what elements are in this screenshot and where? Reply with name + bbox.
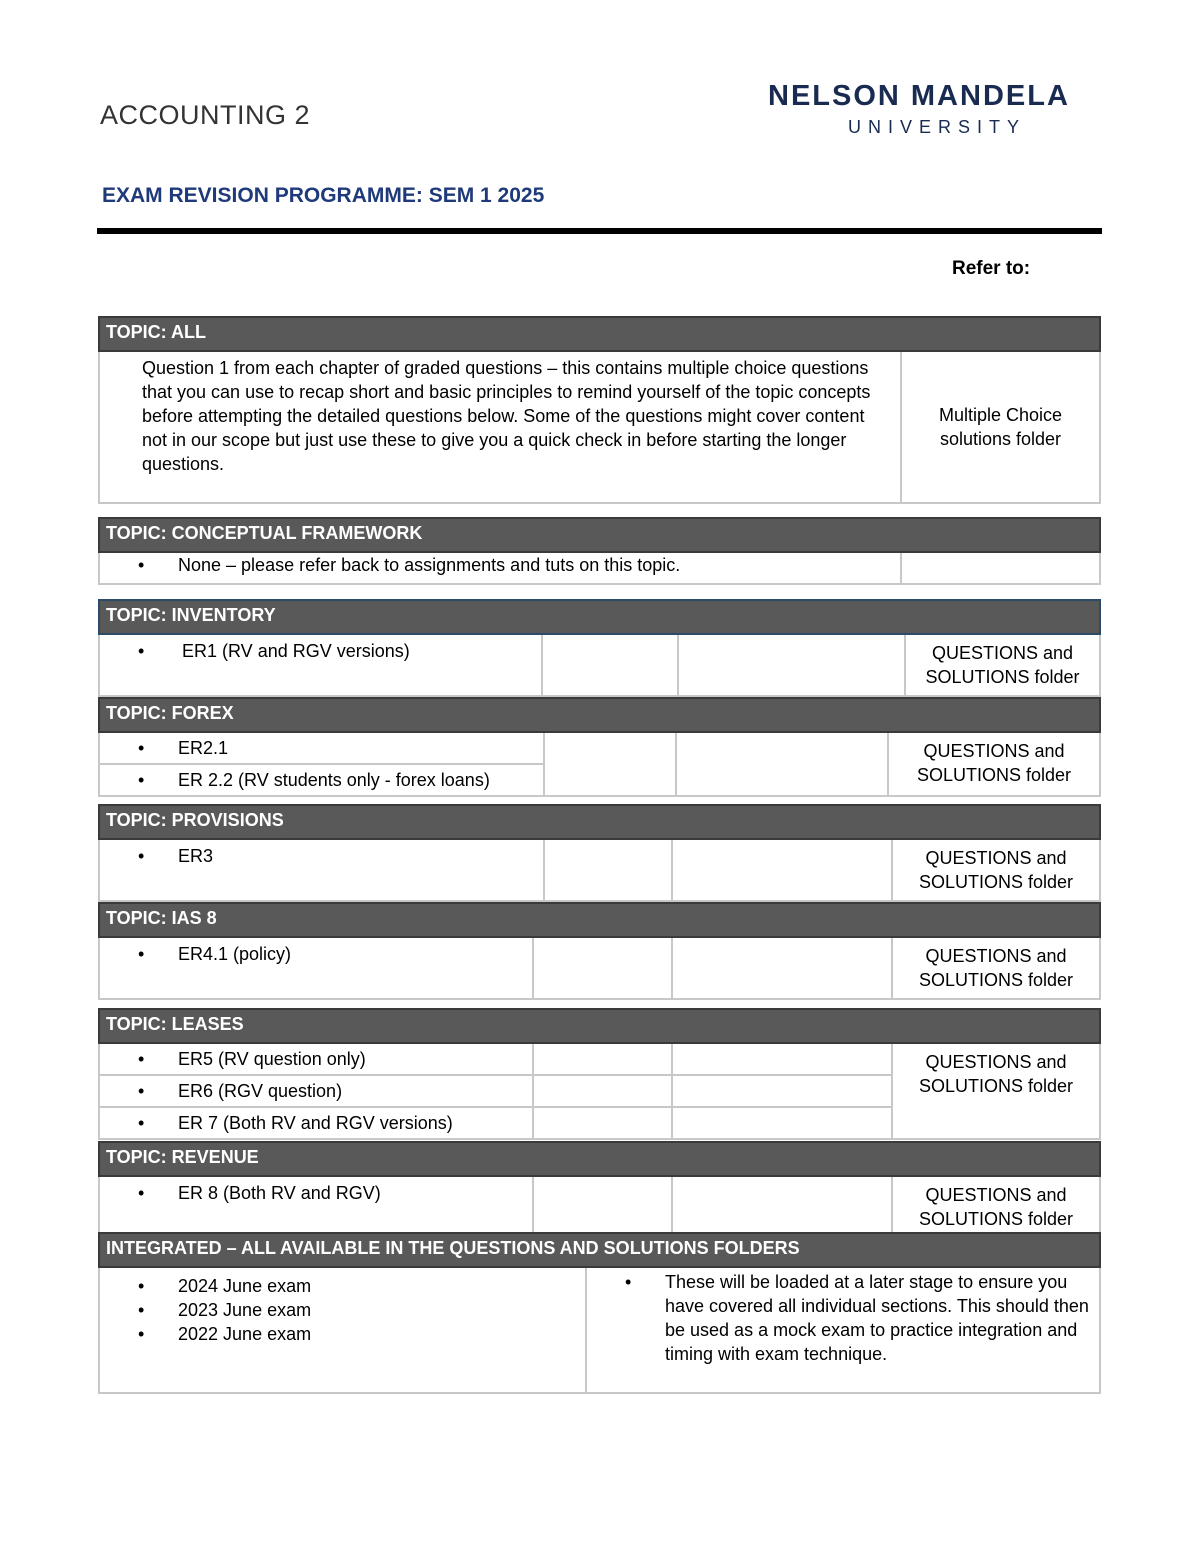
section-integrated [98, 1232, 1101, 1394]
list-item: • ER 2.2 (RV students only - forex loans) [100, 768, 543, 792]
section-revenue [98, 1141, 1101, 1239]
programme-subtitle: EXAM REVISION PROGRAMME: SEM 1 2025 [102, 184, 545, 207]
logo-sub-text: UNIVERSITY [848, 117, 1027, 137]
list-item: • ER 8 (Both RV and RGV) [100, 1181, 532, 1205]
list-item: • 2022 June exam [100, 1322, 585, 1346]
reference-cell: QUESTIONS and SOLUTIONS folder [905, 634, 1100, 696]
section-provisions [98, 804, 1101, 902]
section-header: TOPIC: PROVISIONS [99, 805, 1100, 839]
section-body: Question 1 from each chapter of graded questions – this contains multiple choice questions that you can use to recap short and basic principles to remind yourself of the topic concepts before attempting the detailed questions below. Some of the questions might cover content not in our scope but just use these to give you a quick check in before starting the longer questions. [99, 351, 901, 503]
list-item: • 2023 June exam [100, 1298, 585, 1322]
header-divider [97, 228, 1102, 234]
document-title: ACCOUNTING 2 [100, 100, 311, 130]
section-header: TOPIC: REVENUE [99, 1142, 1100, 1176]
integrated-note: • These will be loaded at a later stage to ensure you have covered all individual sections. This should then be used as a mock exam to practice integration and timing with exam technique. [587, 1270, 1091, 1366]
section-inventory [98, 599, 1101, 697]
section-header: TOPIC: ALL [99, 317, 1100, 351]
list-item: • ER4.1 (policy) [100, 942, 532, 966]
reference-cell: QUESTIONS and SOLUTIONS folder [892, 937, 1100, 999]
section-header: TOPIC: LEASES [99, 1009, 1100, 1043]
list-item: • ER2.1 [100, 736, 543, 760]
list-item: • ER1 (RV and RGV versions) [100, 639, 541, 663]
list-item: • ER6 (RGV question) [100, 1079, 532, 1103]
list-item: • 2024 June exam [100, 1274, 585, 1298]
section-forex [98, 697, 1101, 797]
section-conceptual-framework [98, 517, 1101, 585]
section-header: INTEGRATED – ALL AVAILABLE IN THE QUESTIONS AND SOLUTIONS FOLDERS [99, 1233, 1100, 1267]
university-logo [768, 80, 1103, 150]
reference-cell [901, 552, 1100, 584]
list-item: • None – please refer back to assignments and tuts on this topic. [100, 553, 900, 577]
reference-cell: QUESTIONS and SOLUTIONS folder [892, 839, 1100, 901]
refer-to-label: Refer to: [952, 258, 1031, 279]
reference-cell: QUESTIONS and SOLUTIONS folder [892, 1043, 1100, 1139]
section-leases [98, 1008, 1101, 1140]
list-item: • ER3 [100, 844, 543, 868]
section-header: TOPIC: IAS 8 [99, 903, 1100, 937]
section-ias8 [98, 902, 1101, 1000]
list-item: • ER5 (RV question only) [100, 1047, 532, 1071]
list-item: • ER 7 (Both RV and RGV versions) [100, 1111, 532, 1135]
section-header: TOPIC: CONCEPTUAL FRAMEWORK [99, 518, 1100, 552]
logo-main-text: NELSON MANDELA [768, 80, 1070, 112]
reference-cell: QUESTIONS and SOLUTIONS folder [888, 732, 1100, 796]
reference-cell: Multiple Choice solutions folder [901, 351, 1100, 503]
section-header: TOPIC: INVENTORY [99, 600, 1100, 634]
reference-cell: QUESTIONS and SOLUTIONS folder [892, 1176, 1100, 1238]
section-header: TOPIC: FOREX [99, 698, 1100, 732]
section-all [98, 316, 1101, 504]
